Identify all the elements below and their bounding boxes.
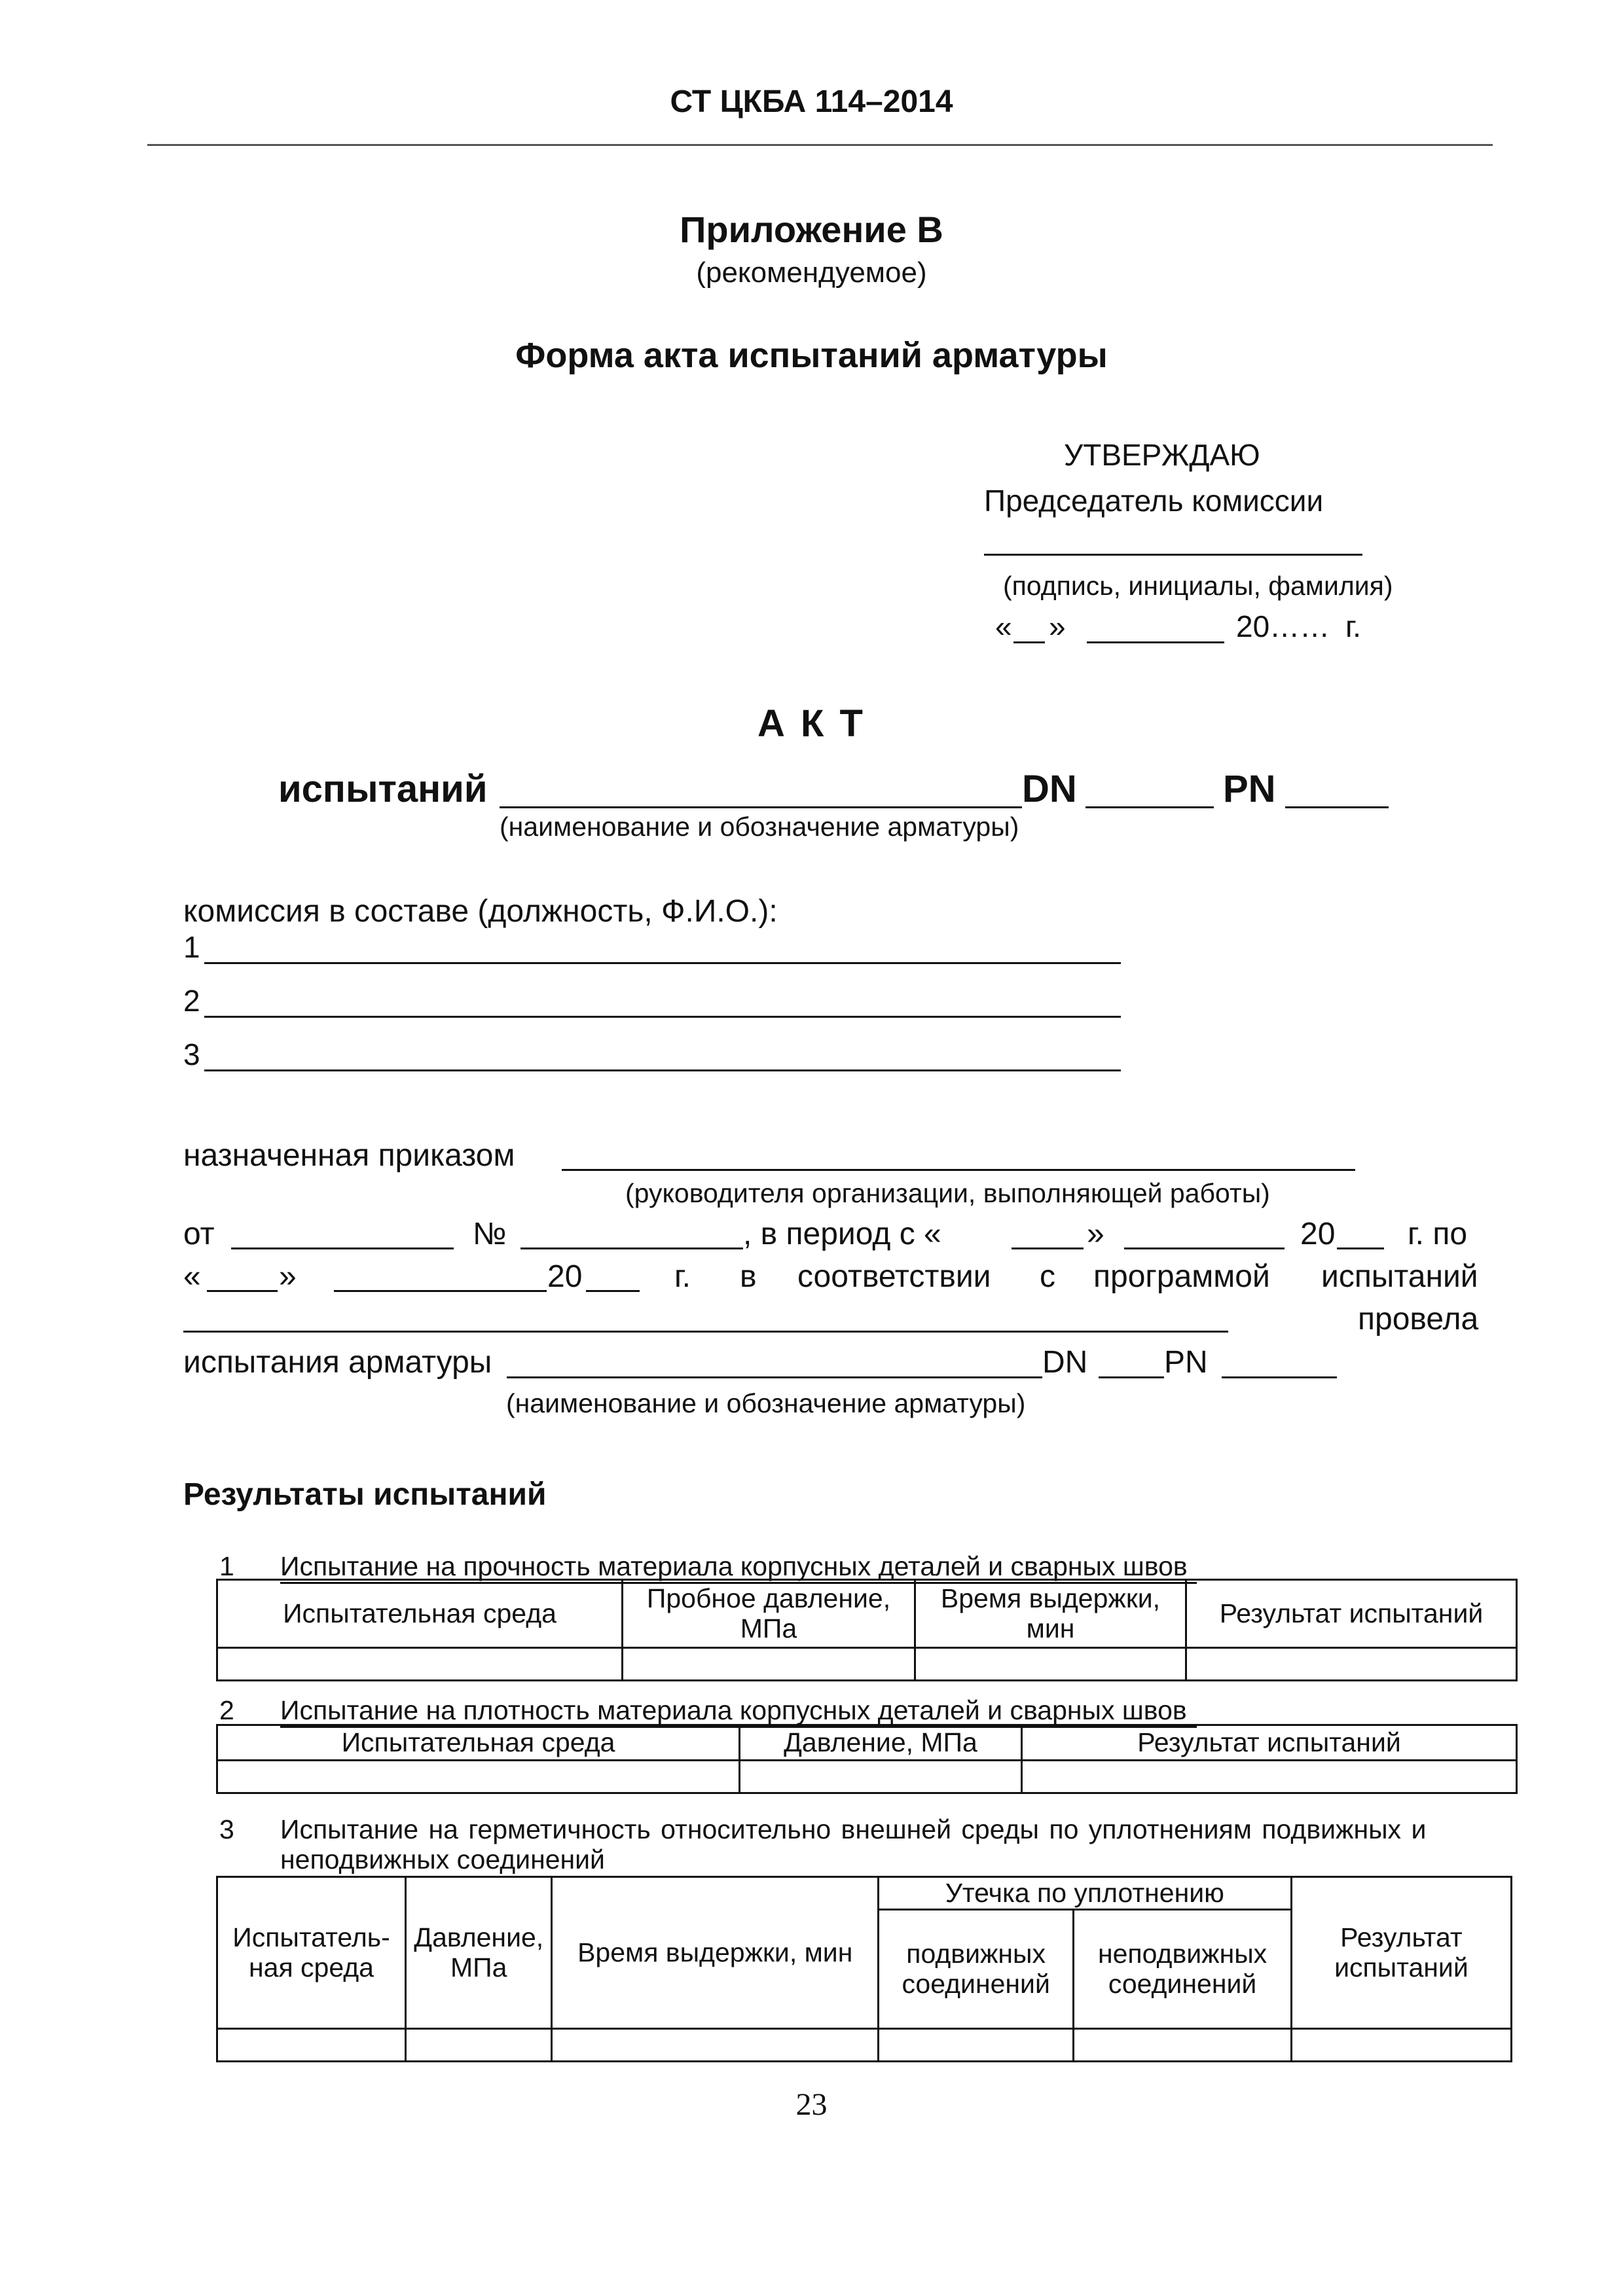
table1-cell-hold-time[interactable]: [915, 1648, 1186, 1681]
page-number: 23: [795, 2087, 828, 2122]
order-issuer-caption: (руководителя организации, выполняющей работы): [625, 1178, 1270, 1208]
period-start-month-field[interactable]: [1124, 1247, 1285, 1249]
commission-label: комиссия в составе (должность, Ф.И.О.):: [183, 894, 778, 929]
period-start-year-prefix: 20: [1300, 1217, 1336, 1251]
period-end-year-prefix: 20: [547, 1259, 583, 1294]
table2-header-pressure: Давление, МПа: [740, 1725, 1022, 1761]
results-heading: Результаты испытаний: [183, 1477, 547, 1512]
tests-fittings-label: испытания арматуры: [183, 1345, 492, 1380]
tested-dn-field[interactable]: [1099, 1376, 1164, 1378]
table1-number: 1: [219, 1551, 234, 1581]
table3-header-medium: Испытатель-ная среда: [217, 1877, 406, 2029]
word-accordance: соответствии: [797, 1259, 991, 1294]
table1-cell-medium[interactable]: [217, 1648, 623, 1681]
table3-cell-fixed[interactable]: [1074, 2029, 1291, 2062]
order-date-field[interactable]: [231, 1247, 454, 1249]
density-test-table: [216, 1724, 1518, 1794]
table1-header-hold-time: Время выдержки, мин: [915, 1580, 1186, 1648]
table3-cell-result[interactable]: [1291, 2029, 1511, 2062]
approval-date-open-quote: «: [995, 609, 1012, 643]
table3-header-pressure: Давление, МПа: [406, 1877, 552, 2029]
word-s: с: [1040, 1259, 1055, 1294]
table3-cell-movable[interactable]: [878, 2029, 1073, 2062]
table3-title-line2: неподвижных соединений: [280, 1844, 605, 1874]
period-end-day-field[interactable]: [207, 1290, 278, 1292]
order-period-label: , в период с «: [743, 1217, 941, 1251]
word-v: в: [740, 1259, 757, 1294]
approval-date-close-quote: »: [1049, 609, 1066, 643]
table2-number: 2: [219, 1695, 234, 1725]
word-tests: испытаний: [1321, 1259, 1478, 1294]
commission-member-3-field[interactable]: [204, 1069, 1121, 1071]
table3-cell-medium[interactable]: [217, 2029, 406, 2062]
table3-number: 3: [219, 1814, 234, 1844]
appendix-subtitle: (рекомендуемое): [696, 257, 927, 289]
period-end-year-field[interactable]: [586, 1290, 640, 1292]
table1-header-pressure: Пробное давление, МПа: [623, 1580, 915, 1648]
act-fitting-caption: (наименование и обозначение арматуры): [500, 812, 1019, 842]
table1-title: Испытание на прочность материала корпусных деталей и сварных швов: [280, 1551, 1197, 1584]
period-end-month-field[interactable]: [334, 1290, 547, 1292]
commission-member-1-number: 1: [183, 930, 200, 964]
commission-member-1-field[interactable]: [204, 962, 1121, 964]
order-number-field[interactable]: [520, 1247, 743, 1249]
approval-day-field[interactable]: [1013, 641, 1045, 643]
period-start-year-field[interactable]: [1337, 1247, 1384, 1249]
table2-cell-pressure[interactable]: [740, 1761, 1022, 1793]
table3-header-result: Результат испытаний: [1291, 1877, 1511, 2029]
order-issuer-field[interactable]: [562, 1169, 1355, 1171]
signature-line[interactable]: [984, 554, 1362, 556]
order-from-label: от: [183, 1217, 215, 1251]
tested-fitting-caption: (наименование и обозначение арматуры): [506, 1388, 1026, 1418]
tested-pn-label: PN: [1164, 1345, 1208, 1380]
approve-label: УТВЕРЖДАЮ: [1064, 438, 1260, 472]
period-end-year-suffix: г.: [674, 1259, 691, 1294]
act-pn-label: PN: [1223, 768, 1276, 810]
strength-test-table: [216, 1579, 1518, 1681]
table3-cell-hold-time[interactable]: [552, 2029, 878, 2062]
table2-header-result: Результат испытаний: [1022, 1725, 1517, 1761]
period-end-open-quote: «: [183, 1259, 201, 1294]
commission-member-2-number: 2: [183, 984, 200, 1018]
header-rule: [147, 144, 1493, 146]
table3-header-leak-group: Утечка по уплотнению: [878, 1877, 1291, 1910]
act-pn-field[interactable]: [1285, 806, 1389, 808]
table3-title-line1: Испытание на герметичность относительно внешней среды по уплотнениям подвижных и: [280, 1814, 1427, 1844]
table3-header-fixed: неподвижных соединений: [1074, 1910, 1291, 2029]
table3-cell-pressure[interactable]: [406, 2029, 552, 2062]
chairman-label: Председатель комиссии: [984, 484, 1324, 518]
period-start-close-quote: »: [1087, 1217, 1104, 1251]
table1-header-medium: Испытательная среда: [217, 1580, 623, 1648]
act-fitting-name-field[interactable]: [500, 806, 1022, 808]
tested-pn-field[interactable]: [1222, 1376, 1337, 1378]
word-conducted: провела: [1358, 1302, 1479, 1336]
approval-year-prefix: 20……: [1236, 609, 1330, 643]
period-end-close-quote: »: [279, 1259, 297, 1294]
order-number-sign: №: [473, 1217, 507, 1251]
word-program: программой: [1093, 1259, 1270, 1294]
document-standard-header: СТ ЦКБА 114–2014: [670, 84, 953, 119]
form-title: Форма акта испытаний арматуры: [515, 336, 1108, 375]
table1-cell-result[interactable]: [1186, 1648, 1517, 1681]
table2-header-medium: Испытательная среда: [217, 1725, 740, 1761]
table3-header-hold-time: Время выдержки, мин: [552, 1877, 878, 2029]
act-dn-label: DN: [1022, 768, 1077, 810]
test-program-field[interactable]: [183, 1331, 1228, 1333]
period-start-day-field[interactable]: [1012, 1247, 1084, 1249]
tested-fitting-name-field[interactable]: [507, 1376, 1042, 1378]
tightness-test-table: [216, 1876, 1512, 2062]
act-dn-field[interactable]: [1085, 806, 1214, 808]
commission-member-3-number: 3: [183, 1037, 200, 1071]
signature-caption: (подпись, инициалы, фамилия): [1003, 571, 1393, 601]
period-to-label: г. по: [1408, 1217, 1468, 1251]
table3-header-movable: подвижных соединений: [878, 1910, 1073, 2029]
table1-header-result: Результат испытаний: [1186, 1580, 1517, 1648]
table2-cell-medium[interactable]: [217, 1761, 740, 1793]
tested-dn-label: DN: [1042, 1345, 1088, 1380]
order-appointed-label: назначенная приказом: [183, 1138, 515, 1173]
act-title: А К Т: [757, 702, 866, 745]
act-tests-label: испытаний: [278, 768, 488, 810]
table1-cell-pressure[interactable]: [623, 1648, 915, 1681]
table2-cell-result[interactable]: [1022, 1761, 1517, 1793]
approval-year-suffix: г.: [1345, 609, 1361, 643]
appendix-title: Приложение В: [680, 209, 943, 250]
approval-month-field[interactable]: [1087, 641, 1224, 643]
commission-member-2-field[interactable]: [204, 1016, 1121, 1018]
table2-title: Испытание на плотность материала корпусных деталей и сварных швов: [280, 1695, 1197, 1728]
